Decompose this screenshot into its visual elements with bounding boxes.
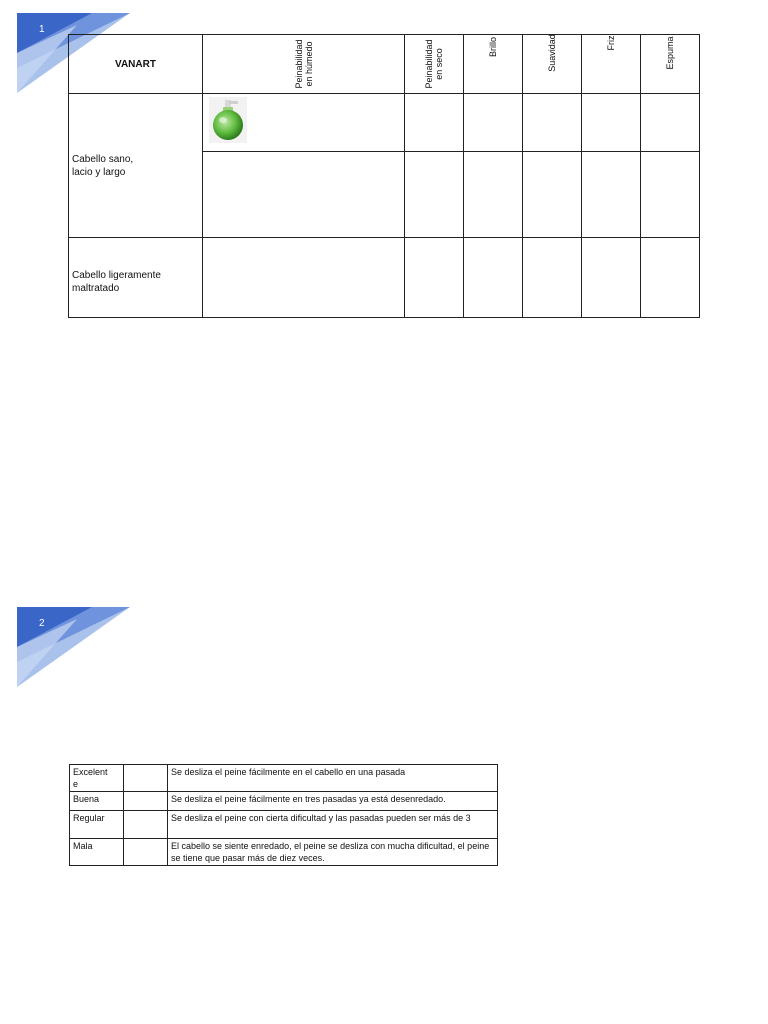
table-cell bbox=[641, 94, 700, 152]
table-row bbox=[70, 792, 498, 811]
rating-description: Se desliza el peine con cierta dificultad y las pasadas pueden ser más de 3 bbox=[168, 811, 498, 839]
table-cell bbox=[405, 152, 464, 238]
table-row bbox=[69, 238, 700, 318]
page-number-2: 2 bbox=[39, 618, 45, 629]
rating-label: Mala bbox=[70, 839, 124, 866]
table-cell bbox=[124, 811, 168, 839]
shampoo-bottle-icon bbox=[209, 97, 247, 148]
table-cell bbox=[464, 152, 523, 238]
table-row bbox=[70, 765, 498, 792]
row-label-healthy-hair: Cabello sano, lacio y largo bbox=[69, 94, 203, 238]
table-row bbox=[70, 839, 498, 866]
brand-header: VANART bbox=[69, 35, 203, 94]
table-cell bbox=[582, 238, 641, 318]
table-cell bbox=[124, 792, 168, 811]
table-cell bbox=[641, 152, 700, 238]
page-number-1: 1 bbox=[39, 24, 45, 35]
table-cell bbox=[582, 94, 641, 152]
column-header-label: Brillo bbox=[488, 36, 498, 58]
rating-scale-table bbox=[69, 764, 498, 866]
column-header bbox=[203, 35, 405, 94]
table-cell bbox=[203, 238, 405, 318]
table-row bbox=[69, 94, 700, 152]
table-cell bbox=[124, 765, 168, 792]
table-cell bbox=[405, 238, 464, 318]
rating-label: Excelent e bbox=[70, 765, 124, 792]
evaluation-table bbox=[68, 34, 700, 318]
column-header-label: Suavidad bbox=[547, 34, 557, 72]
table-cell bbox=[464, 94, 523, 152]
column-header bbox=[523, 35, 582, 94]
column-header bbox=[641, 35, 700, 94]
table-header-row bbox=[69, 35, 700, 94]
column-header-label: Peinabilidad en seco bbox=[424, 39, 444, 89]
table-cell bbox=[641, 238, 700, 318]
column-header-label: Friz bbox=[606, 35, 616, 51]
row-label-damaged-hair: Cabello ligeramente maltratado bbox=[69, 238, 203, 318]
column-header-label: Espuma bbox=[665, 36, 675, 70]
table-cell bbox=[203, 152, 405, 238]
table-cell bbox=[405, 94, 464, 152]
table-cell bbox=[523, 152, 582, 238]
rating-label: Buena bbox=[70, 792, 124, 811]
column-header bbox=[582, 35, 641, 94]
table-cell bbox=[582, 152, 641, 238]
column-header-label: Peinabilidad en húmedo bbox=[293, 39, 314, 89]
page-corner-banner-2 bbox=[17, 607, 130, 687]
table-cell bbox=[464, 238, 523, 318]
rating-description: Se desliza el peine fácilmente en tres pasadas ya está desenredado. bbox=[168, 792, 498, 811]
table-cell bbox=[523, 94, 582, 152]
table-cell bbox=[203, 94, 405, 152]
rating-description: Se desliza el peine fácilmente en el cabello en una pasada bbox=[168, 765, 498, 792]
table-cell bbox=[523, 238, 582, 318]
column-header bbox=[464, 35, 523, 94]
column-header bbox=[405, 35, 464, 94]
table-row bbox=[70, 811, 498, 839]
rating-description: El cabello se siente enredado, el peine se desliza con mucha dificultad, el peine se tiene que pasar más de diez veces. bbox=[168, 839, 498, 866]
table-cell bbox=[124, 839, 168, 866]
rating-label: Regular bbox=[70, 811, 124, 839]
